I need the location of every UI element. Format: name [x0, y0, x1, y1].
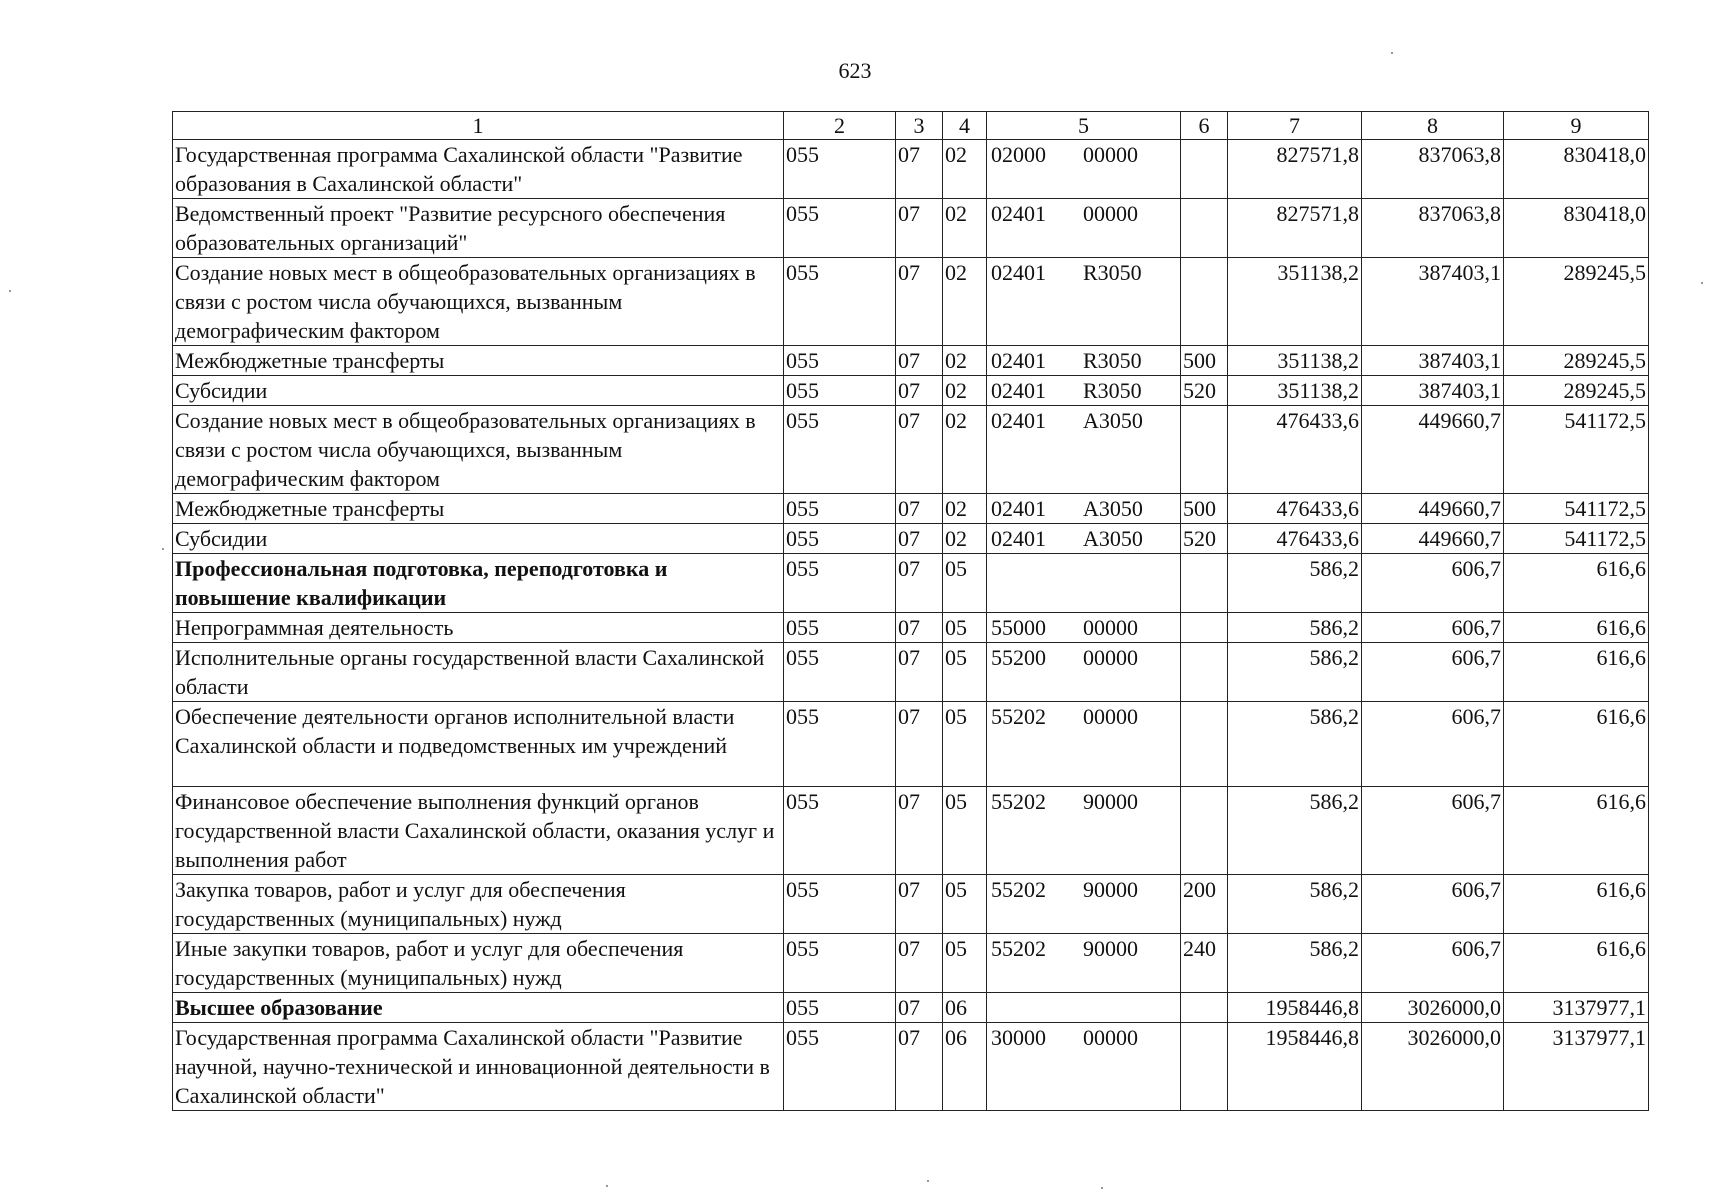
- cell-col2: 055: [784, 524, 896, 554]
- amount-col8: 606,7: [1362, 934, 1504, 993]
- cell-col5: [987, 554, 1181, 613]
- amount-col9: 616,6: [1504, 702, 1649, 787]
- cell-col3: 07: [896, 613, 943, 643]
- program-code: 55000: [991, 615, 1046, 640]
- budget-table: [172, 111, 1649, 1111]
- amount-col7: 1958446,8: [1228, 1023, 1362, 1111]
- col5-codes: [989, 524, 1178, 553]
- direction-code: 00000: [1083, 142, 1138, 167]
- program-code: 02401: [991, 201, 1046, 226]
- column-header: 7: [1228, 112, 1362, 140]
- cell-col6: 200: [1181, 875, 1228, 934]
- cell-col5: [987, 1023, 1181, 1111]
- amount-col8: 449660,7: [1362, 494, 1504, 524]
- col5-codes: [989, 934, 1178, 963]
- cell-col6: [1181, 643, 1228, 702]
- cell-col5: [987, 934, 1181, 993]
- direction-code: А3050: [1083, 526, 1143, 551]
- cell-col4: 05: [943, 554, 987, 613]
- amount-col8: 837063,8: [1362, 140, 1504, 199]
- amount-col7: 351138,2: [1228, 258, 1362, 346]
- program-code: 02401: [991, 526, 1046, 551]
- cell-col4: 02: [943, 140, 987, 199]
- amount-col9: 616,6: [1504, 643, 1649, 702]
- program-code: 55200: [991, 645, 1046, 670]
- amount-col8: 387403,1: [1362, 258, 1504, 346]
- col5-codes: [989, 140, 1178, 169]
- amount-col9: 830418,0: [1504, 140, 1649, 199]
- amount-col8: 837063,8: [1362, 199, 1504, 258]
- amount-col9: 616,6: [1504, 875, 1649, 934]
- table-row: [173, 1023, 1649, 1111]
- row-name: Иные закупки товаров, работ и услуг для обеспечения государственных (муниципальных) нужд: [173, 934, 784, 993]
- cell-col5: [987, 140, 1181, 199]
- table-row: [173, 494, 1649, 524]
- cell-col3: 07: [896, 258, 943, 346]
- table-body: [173, 140, 1649, 1111]
- cell-col3: 07: [896, 346, 943, 376]
- direction-code: 90000: [1083, 936, 1138, 961]
- cell-col6: [1181, 199, 1228, 258]
- direction-code: 00000: [1083, 704, 1138, 729]
- cell-col4: 02: [943, 494, 987, 524]
- amount-col7: 586,2: [1228, 702, 1362, 787]
- amount-col8: 449660,7: [1362, 406, 1504, 494]
- row-name: Межбюджетные трансферты: [173, 494, 784, 524]
- row-name: Профессиональная подготовка, переподготовка и повышение квалификации: [173, 554, 784, 613]
- col5-codes: [989, 875, 1178, 904]
- amount-col7: 586,2: [1228, 787, 1362, 875]
- cell-col6: [1181, 258, 1228, 346]
- cell-col5: [987, 643, 1181, 702]
- direction-code: А3050: [1083, 408, 1143, 433]
- cell-col3: 07: [896, 376, 943, 406]
- amount-col7: 476433,6: [1228, 406, 1362, 494]
- row-name: Государственная программа Сахалинской области "Развитие образования в Сахалинской области": [173, 140, 784, 199]
- amount-col8: 3026000,0: [1362, 993, 1504, 1023]
- cell-col3: 07: [896, 875, 943, 934]
- program-code: 02401: [991, 378, 1046, 403]
- col5-codes: [989, 494, 1178, 523]
- direction-code: R3050: [1083, 260, 1142, 285]
- table-row: [173, 554, 1649, 613]
- amount-col8: 387403,1: [1362, 376, 1504, 406]
- table-row: [173, 875, 1649, 934]
- cell-col2: 055: [784, 1023, 896, 1111]
- direction-code: 90000: [1083, 877, 1138, 902]
- direction-code: R3050: [1083, 348, 1142, 373]
- direction-code: 90000: [1083, 789, 1138, 814]
- col5-codes: [989, 613, 1178, 642]
- cell-col5: [987, 258, 1181, 346]
- col5-codes: [989, 1023, 1178, 1052]
- cell-col2: 055: [784, 702, 896, 787]
- cell-col3: 07: [896, 406, 943, 494]
- amount-col9: 289245,5: [1504, 376, 1649, 406]
- cell-col4: 05: [943, 613, 987, 643]
- program-code: 02000: [991, 142, 1046, 167]
- cell-col4: 02: [943, 376, 987, 406]
- cell-col5: [987, 376, 1181, 406]
- cell-col4: 02: [943, 406, 987, 494]
- amount-col9: 616,6: [1504, 554, 1649, 613]
- cell-col3: 07: [896, 934, 943, 993]
- cell-col3: 07: [896, 494, 943, 524]
- amount-col8: 606,7: [1362, 702, 1504, 787]
- row-name: Создание новых мест в общеобразовательных организациях в связи с ростом числа обучающихся, вызванным демографическим фактором: [173, 406, 784, 494]
- cell-col6: [1181, 702, 1228, 787]
- cell-col5: [987, 993, 1181, 1023]
- cell-col4: 02: [943, 524, 987, 554]
- row-name: Субсидии: [173, 376, 784, 406]
- cell-col4: 02: [943, 258, 987, 346]
- direction-code: 00000: [1083, 645, 1138, 670]
- header-row: [173, 112, 1649, 140]
- col5-codes: [989, 376, 1178, 405]
- row-name: Ведомственный проект "Развитие ресурсного обеспечения образовательных организаций": [173, 199, 784, 258]
- cell-col5: [987, 406, 1181, 494]
- cell-col4: 06: [943, 993, 987, 1023]
- cell-col2: 055: [784, 934, 896, 993]
- scan-speck: [606, 1185, 608, 1187]
- col5-codes: [989, 702, 1178, 731]
- amount-col7: 351138,2: [1228, 376, 1362, 406]
- column-header: 1: [173, 112, 784, 140]
- scan-speck: [927, 1180, 929, 1182]
- cell-col6: 520: [1181, 524, 1228, 554]
- column-header: 6: [1181, 112, 1228, 140]
- program-code: 55202: [991, 936, 1046, 961]
- row-name: Финансовое обеспечение выполнения функций органов государственной власти Сахалинской области, оказания услуг и выполнения работ: [173, 787, 784, 875]
- amount-col8: 606,7: [1362, 875, 1504, 934]
- program-code: 55202: [991, 789, 1046, 814]
- cell-col2: 055: [784, 993, 896, 1023]
- cell-col3: 07: [896, 140, 943, 199]
- cell-col5: [987, 524, 1181, 554]
- cell-col4: 05: [943, 643, 987, 702]
- scan-speck: [9, 290, 11, 292]
- amount-col7: 351138,2: [1228, 346, 1362, 376]
- amount-col7: 476433,6: [1228, 494, 1362, 524]
- col5-codes: [989, 406, 1178, 435]
- cell-col2: 055: [784, 199, 896, 258]
- column-header: 9: [1504, 112, 1649, 140]
- amount-col9: 830418,0: [1504, 199, 1649, 258]
- cell-col3: 07: [896, 643, 943, 702]
- col5-codes: [989, 787, 1178, 816]
- program-code: 02401: [991, 348, 1046, 373]
- cell-col5: [987, 702, 1181, 787]
- cell-col2: 055: [784, 494, 896, 524]
- cell-col6: [1181, 554, 1228, 613]
- amount-col9: 541172,5: [1504, 406, 1649, 494]
- cell-col3: 07: [896, 702, 943, 787]
- cell-col3: 07: [896, 787, 943, 875]
- row-name: Исполнительные органы государственной власти Сахалинской области: [173, 643, 784, 702]
- table-row: [173, 199, 1649, 258]
- table-row: [173, 613, 1649, 643]
- row-name: Государственная программа Сахалинской области "Развитие научной, научно-технической и инновационной деятельности в Сахалинской области": [173, 1023, 784, 1111]
- cell-col2: 055: [784, 140, 896, 199]
- cell-col3: 07: [896, 199, 943, 258]
- row-name: Обеспечение деятельности органов исполнительной власти Сахалинской области и подведомственных им учреждений: [173, 702, 784, 787]
- cell-col6: [1181, 993, 1228, 1023]
- table-row: [173, 702, 1649, 787]
- scan-speck: [1701, 282, 1703, 284]
- cell-col2: 055: [784, 787, 896, 875]
- scan-speck: [162, 548, 164, 550]
- amount-col7: 586,2: [1228, 643, 1362, 702]
- cell-col2: 055: [784, 376, 896, 406]
- cell-col6: [1181, 787, 1228, 875]
- amount-col8: 606,7: [1362, 554, 1504, 613]
- cell-col3: 07: [896, 993, 943, 1023]
- amount-col9: 3137977,1: [1504, 1023, 1649, 1111]
- col5-codes: [989, 643, 1178, 672]
- cell-col4: 05: [943, 787, 987, 875]
- column-header: 5: [987, 112, 1181, 140]
- cell-col3: 07: [896, 524, 943, 554]
- cell-col5: [987, 494, 1181, 524]
- amount-col9: 541172,5: [1504, 494, 1649, 524]
- table-row: [173, 993, 1649, 1023]
- col5-codes: [989, 346, 1178, 375]
- cell-col5: [987, 199, 1181, 258]
- cell-col3: 07: [896, 554, 943, 613]
- column-header: 8: [1362, 112, 1504, 140]
- direction-code: А3050: [1083, 496, 1143, 521]
- cell-col4: 05: [943, 934, 987, 993]
- column-header: 4: [943, 112, 987, 140]
- program-code: 55202: [991, 877, 1046, 902]
- cell-col2: 055: [784, 643, 896, 702]
- row-name: Непрограммная деятельность: [173, 613, 784, 643]
- amount-col9: 289245,5: [1504, 258, 1649, 346]
- table-row: [173, 524, 1649, 554]
- amount-col9: 616,6: [1504, 934, 1649, 993]
- cell-col4: 05: [943, 702, 987, 787]
- amount-col7: 827571,8: [1228, 199, 1362, 258]
- direction-code: R3050: [1083, 378, 1142, 403]
- page-number: 623: [838, 58, 872, 83]
- cell-col4: 02: [943, 346, 987, 376]
- scan-speck: [1101, 1187, 1103, 1189]
- amount-col8: 606,7: [1362, 787, 1504, 875]
- amount-col8: 606,7: [1362, 613, 1504, 643]
- column-header: 2: [784, 112, 896, 140]
- amount-col7: 476433,6: [1228, 524, 1362, 554]
- cell-col2: 055: [784, 613, 896, 643]
- amount-col7: 586,2: [1228, 554, 1362, 613]
- table-row: [173, 643, 1649, 702]
- table-row: [173, 787, 1649, 875]
- table-row: [173, 258, 1649, 346]
- amount-col7: 586,2: [1228, 613, 1362, 643]
- row-name: Создание новых мест в общеобразовательных организациях в связи с ростом числа обучающихся, вызванным демографическим фактором: [173, 258, 784, 346]
- table-row: [173, 934, 1649, 993]
- amount-col9: 616,6: [1504, 613, 1649, 643]
- program-code: 02401: [991, 496, 1046, 521]
- amount-col8: 606,7: [1362, 643, 1504, 702]
- amount-col7: 586,2: [1228, 934, 1362, 993]
- cell-col5: [987, 787, 1181, 875]
- amount-col7: 827571,8: [1228, 140, 1362, 199]
- program-code: 30000: [991, 1025, 1046, 1050]
- table-row: [173, 376, 1649, 406]
- cell-col2: 055: [784, 346, 896, 376]
- cell-col2: 055: [784, 554, 896, 613]
- direction-code: 00000: [1083, 615, 1138, 640]
- col5-codes: [989, 199, 1178, 228]
- scan-speck: [1391, 52, 1393, 54]
- cell-col6: 500: [1181, 346, 1228, 376]
- cell-col6: 240: [1181, 934, 1228, 993]
- amount-col8: 449660,7: [1362, 524, 1504, 554]
- cell-col6: [1181, 1023, 1228, 1111]
- direction-code: 00000: [1083, 1025, 1138, 1050]
- cell-col2: 055: [784, 406, 896, 494]
- cell-col6: [1181, 140, 1228, 199]
- amount-col8: 3026000,0: [1362, 1023, 1504, 1111]
- row-name: Закупка товаров, работ и услуг для обеспечения государственных (муниципальных) нужд: [173, 875, 784, 934]
- cell-col5: [987, 875, 1181, 934]
- row-name: Субсидии: [173, 524, 784, 554]
- cell-col6: [1181, 613, 1228, 643]
- cell-col6: [1181, 406, 1228, 494]
- cell-col5: [987, 346, 1181, 376]
- cell-col4: 06: [943, 1023, 987, 1111]
- program-code: 02401: [991, 408, 1046, 433]
- amount-col9: 289245,5: [1504, 346, 1649, 376]
- table-row: [173, 140, 1649, 199]
- amount-col7: 586,2: [1228, 875, 1362, 934]
- cell-col6: 520: [1181, 376, 1228, 406]
- amount-col9: 3137977,1: [1504, 993, 1649, 1023]
- cell-col5: [987, 613, 1181, 643]
- cell-col4: 02: [943, 199, 987, 258]
- cell-col6: 500: [1181, 494, 1228, 524]
- cell-col4: 05: [943, 875, 987, 934]
- cell-col2: 055: [784, 258, 896, 346]
- table-row: [173, 346, 1649, 376]
- row-name: Межбюджетные трансферты: [173, 346, 784, 376]
- amount-col7: 1958446,8: [1228, 993, 1362, 1023]
- amount-col8: 387403,1: [1362, 346, 1504, 376]
- amount-col9: 541172,5: [1504, 524, 1649, 554]
- direction-code: 00000: [1083, 201, 1138, 226]
- col5-codes: [989, 258, 1178, 287]
- cell-col3: 07: [896, 1023, 943, 1111]
- program-code: 02401: [991, 260, 1046, 285]
- column-header: 3: [896, 112, 943, 140]
- row-name: Высшее образование: [173, 993, 784, 1023]
- amount-col9: 616,6: [1504, 787, 1649, 875]
- table-row: [173, 406, 1649, 494]
- program-code: 55202: [991, 704, 1046, 729]
- cell-col2: 055: [784, 875, 896, 934]
